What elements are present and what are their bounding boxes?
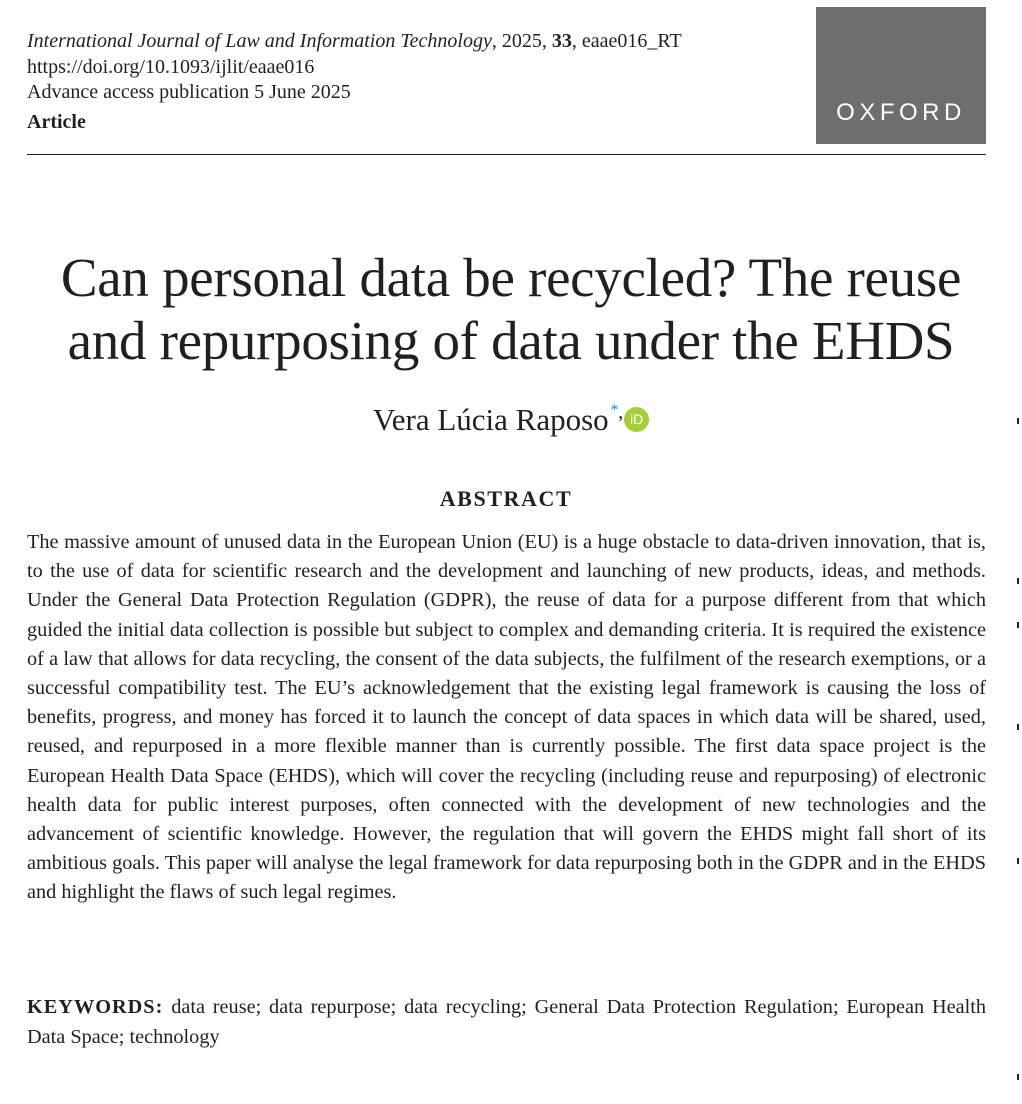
- journal-volume: 33: [551, 30, 572, 52]
- keywords: [27, 993, 986, 1052]
- author-line: [0, 390, 1022, 440]
- page-edge-mark: [1017, 858, 1019, 864]
- header-divider: [27, 154, 986, 155]
- keywords-list: data reuse; data repurpose; data recycling; General Data Protection Regulation; European Health Data Space; technology: [27, 996, 987, 1048]
- page-edge-mark: [1017, 622, 1019, 628]
- page-edge-mark: [1017, 418, 1019, 424]
- article-type: Article: [27, 110, 86, 133]
- advance-access-date: Advance access publication 5 June 2025: [27, 81, 351, 103]
- author-name[interactable]: Vera Lúcia Raposo: [372, 402, 609, 437]
- page-edge-mark: [1017, 1074, 1019, 1080]
- publisher-wordmark: OXFORD: [836, 99, 966, 126]
- journal-name: International Journal of Law and Information Technology: [27, 30, 492, 52]
- orcid-icon[interactable]: iD: [624, 407, 649, 432]
- page-edge-mark: [1017, 724, 1019, 730]
- article-id: , eaae016_RT: [571, 30, 682, 52]
- citation-line: [27, 29, 797, 55]
- journal-year: , 2025,: [491, 30, 552, 52]
- article-title: Can personal data be recycled? The reuse and repurposing of data under the EHDS: [60, 247, 962, 371]
- keywords-label: KEYWORDS:: [27, 996, 164, 1018]
- page-edge-mark: [1017, 578, 1019, 584]
- abstract-text: The massive amount of unused data in the European Union (EU) is a huge obstacle to data-driven innovation, that is, to the use of data for scientific research and the development and launching of new products, ideas, and methods. Under the General Data Protection Regulation (GDPR), the reuse of data for a purpose different from that which guided the initial data collection is possible but subject to complex and demanding criteria. It is required the existence of a law that allows for data recycling, the consent of the data subjects, the fulfilment of the research exemptions, or a successful compatibility test. The EU’s acknowledgement that the existing legal framework is causing the loss of benefits, progress, and money has forced it to launch the concept of data spaces in which data will be shared, used, reused, and repurposed in a more flexible manner than is currently possible. The first data space project is the European Health Data Space (EHDS), which will cover the recycling (including reuse and repurposing) of electronic health data for public interest purposes, often connected with the development of new technologies and the advancement of scientific knowledge. However, the regulation that will govern the EHDS might fall short of its ambitious goals. This paper will analyse the legal framework for data repurposing both in the GDPR and in the EHDS and highlight the flaws of such legal regimes.: [27, 531, 986, 904]
- abstract-heading: ABSTRACT: [439, 486, 573, 511]
- doi-link[interactable]: https://doi.org/10.1093/ijlit/eaae016: [27, 55, 315, 78]
- publisher-logo: [816, 7, 986, 144]
- journal-header: [27, 29, 797, 135]
- author-separator: ,: [618, 401, 624, 423]
- affiliation-marker[interactable]: *: [610, 402, 619, 418]
